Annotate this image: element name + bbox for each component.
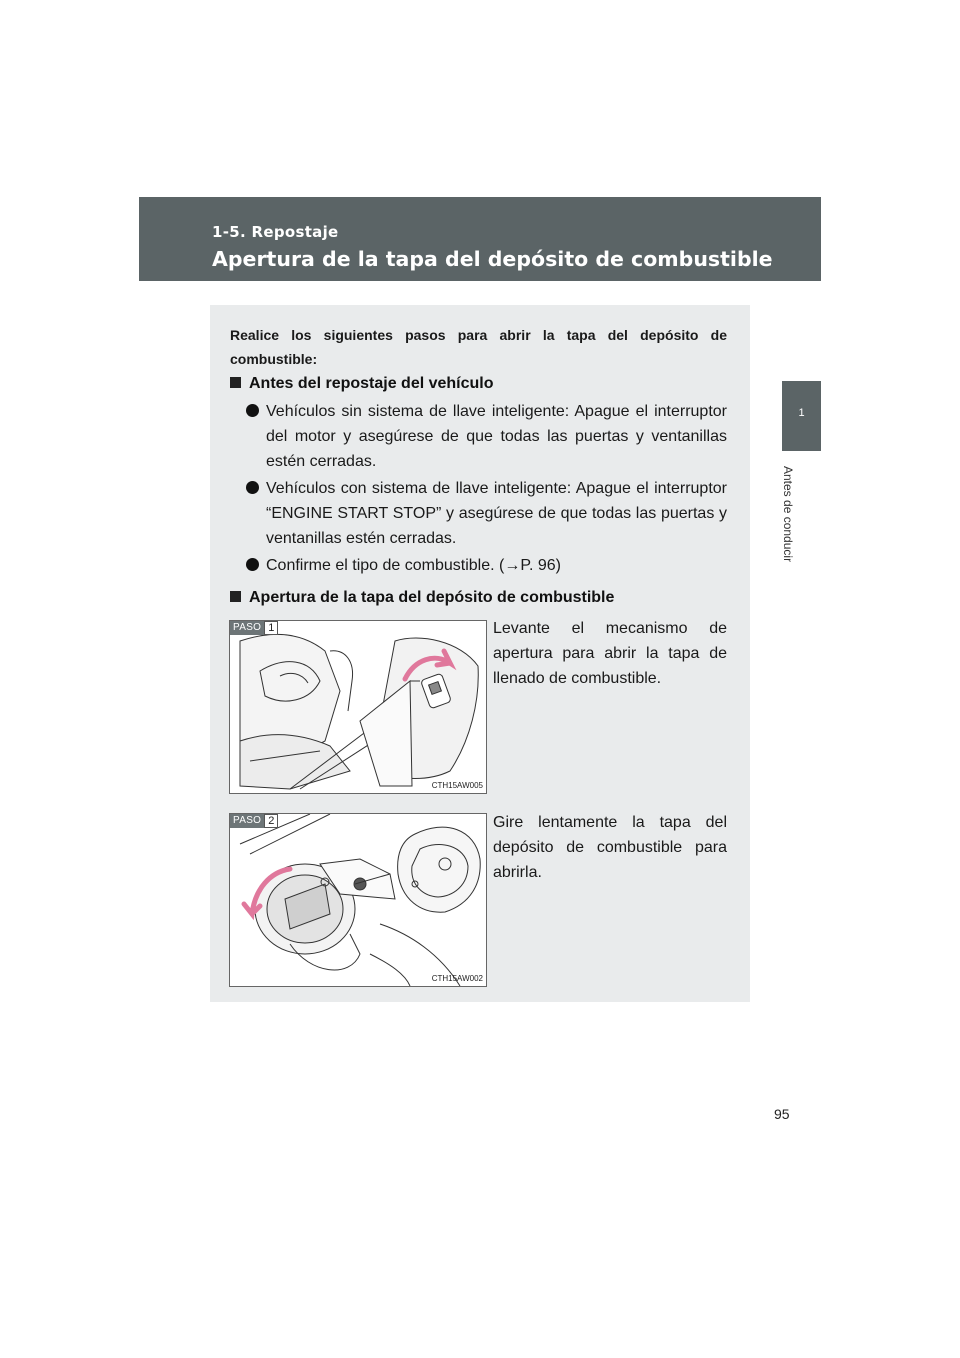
section-heading-text: Antes del repostaje del vehículo: [249, 375, 494, 392]
section-label: 1-5. Repostaje: [212, 223, 339, 241]
figure-code: CTH15AW002: [431, 974, 483, 983]
page-title: Apertura de la tapa del depósito de combustible: [212, 247, 773, 271]
step-2-text: Gire lentamente la tapa del depósito de combustible para abrirla.: [493, 814, 727, 881]
fuel-cap-illustration: [230, 814, 486, 986]
step-label: PASO: [230, 621, 264, 635]
step-2-figure: [229, 813, 487, 987]
section-heading-text: Apertura de la tapa del depósito de combustible: [249, 589, 615, 606]
step-1-figure: [229, 620, 487, 794]
bullet-dot-icon: [246, 404, 259, 417]
intro-text: Realice los siguientes pasos para abrir la tapa del depósito de combustible:: [230, 327, 727, 367]
list-item-text: Vehículos sin sistema de llave inteligente: Apague el interruptor del motor y asegúrese de que todas las puertas y ventanillas estén cerradas.: [266, 403, 727, 470]
step-number: 1: [264, 621, 278, 635]
page-number: 95: [774, 1106, 790, 1122]
list-item: [246, 399, 727, 474]
step-1-text: Levante el mecanismo de apertura para abrir la tapa de llenado de combustible.: [493, 620, 727, 687]
section-heading-open-cap: [230, 589, 614, 607]
list-item: [246, 553, 727, 578]
square-bullet-icon: [230, 591, 241, 602]
figure-code: CTH15AW005: [431, 781, 483, 790]
bullet-dot-icon: [246, 481, 259, 494]
step-label: PASO: [230, 814, 264, 828]
chapter-number: 1: [798, 407, 805, 419]
bullet-dot-icon: [246, 558, 259, 571]
section-heading-before-refuel: [230, 375, 494, 393]
content-box: [210, 305, 750, 1002]
square-bullet-icon: [230, 377, 241, 388]
page-header: [139, 197, 821, 281]
chapter-title: [783, 466, 807, 606]
list-item: [246, 476, 727, 551]
step-tag: [230, 621, 278, 635]
chapter-tab[interactable]: [782, 381, 821, 451]
fuel-lever-illustration: [230, 621, 486, 793]
step-number: 2: [264, 814, 278, 828]
step-tag: [230, 814, 278, 828]
list-item-text: Vehículos con sistema de llave inteligente: Apague el interruptor “ENGINE START STOP” y asegúrese de que todas las puertas y ventanillas estén cerradas.: [266, 480, 727, 547]
chapter-title-text: Antes de conducir: [781, 466, 795, 563]
list-item-text: Confirme el tipo de combustible. (→P. 96): [266, 557, 561, 574]
